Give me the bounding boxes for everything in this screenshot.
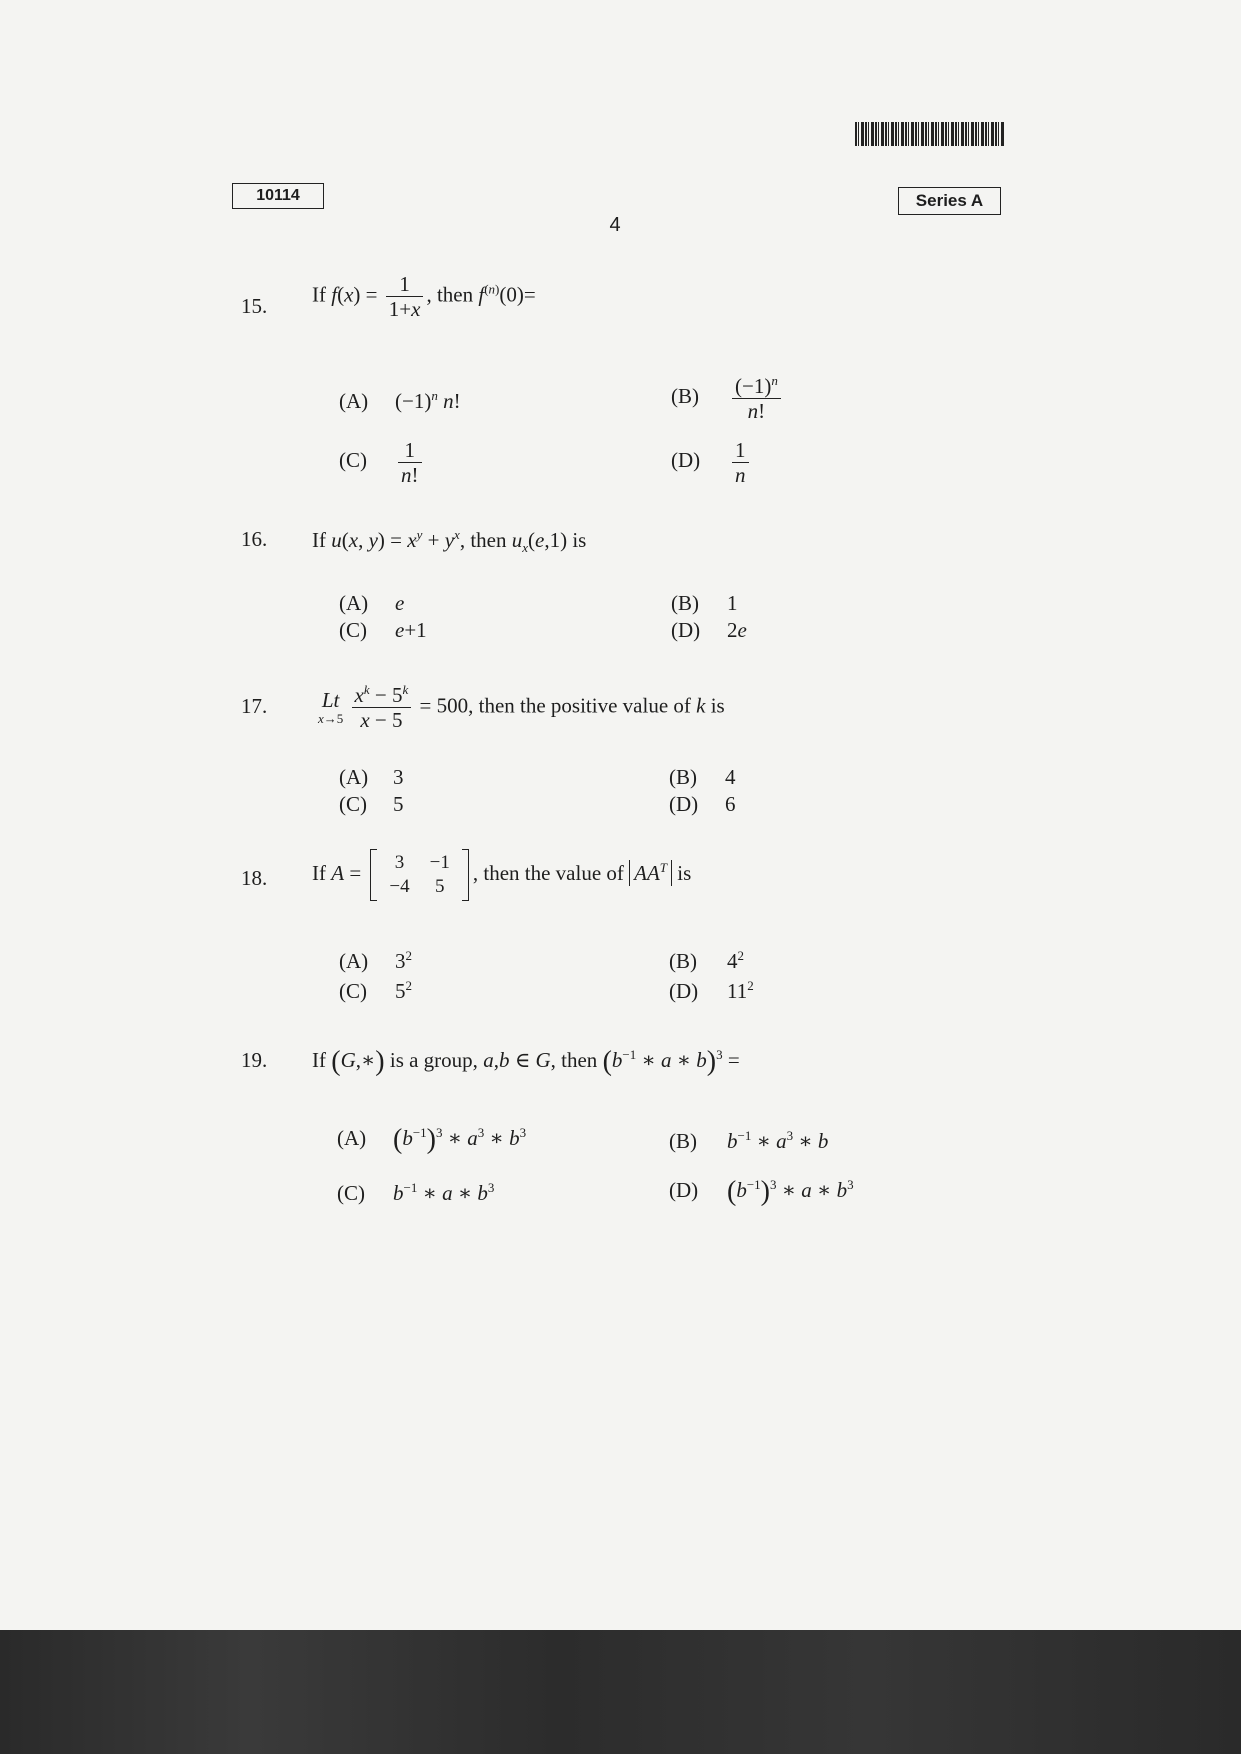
option-16-a[interactable]: (A) e: [339, 591, 405, 615]
question-text: If u(x, $y) = x^y + y^x$, then $u_x(e,1)$ is: [312, 527, 587, 556]
question-text: Lt x→5 $\frac{x^k - 5^k}{x - 5}$ = 500, then the positive value of k is: [318, 682, 725, 733]
option-18-d[interactable]: (D) $11^2$: [669, 978, 754, 1003]
option-19-a[interactable]: (A) $(b^{-1})^3$ ∗ $a^3$ ∗ $b^3$: [337, 1124, 527, 1155]
option-16-b[interactable]: (B) 1: [671, 591, 738, 615]
option-16-d[interactable]: (D) 2e: [671, 618, 747, 642]
barcode: [855, 122, 1005, 146]
option-17-c[interactable]: (C) 5: [339, 792, 404, 816]
question-number: 18.: [241, 866, 268, 890]
option-19-c[interactable]: (C) $b^{-1}$ ∗ a ∗ $b^3$: [337, 1180, 495, 1205]
question-number: 17.: [241, 694, 268, 718]
option-19-b[interactable]: (B) $b^{-1}$ ∗ $a^3$ ∗ b: [669, 1128, 829, 1153]
option-17-b[interactable]: (B) 4: [669, 765, 736, 789]
question-text: If (G,∗) is a group, a,b ∈ G, then ($b^{-1}$ ∗ a ∗ b)$^3$ =: [312, 1046, 740, 1077]
option-17-a[interactable]: (A) 3: [339, 765, 404, 789]
series-box: Series A: [898, 187, 1001, 215]
option-15-d[interactable]: (D) $\frac{1}{n}$: [671, 438, 752, 487]
question-text: If f(x) = $\frac{1}{1+x}$ , then $f^{(n)}(0)=$: [312, 272, 536, 322]
option-18-a[interactable]: (A) $3^2$: [339, 948, 412, 973]
question-text: If A = 3 −1 −4 5 , then the value of $AA^T$ is: [312, 849, 691, 901]
option-15-a[interactable]: (A) $(-1)^n$ n!: [339, 388, 461, 413]
option-16-c[interactable]: (C) e+1: [339, 618, 427, 642]
paper-code-box: 10114: [232, 183, 324, 209]
option-15-c[interactable]: (C) $\frac{1}{n!}$: [339, 438, 425, 487]
scanner-background: [0, 1630, 1241, 1754]
matrix-a: 3 −1 −4 5: [370, 849, 468, 901]
page-number: 4: [609, 214, 621, 236]
option-17-d[interactable]: (D) 6: [669, 792, 736, 816]
question-number: 16.: [241, 527, 268, 551]
option-18-b[interactable]: (B) $4^2$: [669, 948, 744, 973]
question-number: 15.: [241, 294, 268, 318]
option-19-d[interactable]: (D) $(b^{-1})^3$ ∗ a ∗ $b^3$: [669, 1176, 854, 1207]
option-15-b[interactable]: (B) $\frac{(-1)^n}{n!}$: [671, 374, 784, 423]
question-number: 19.: [241, 1048, 268, 1072]
option-18-c[interactable]: (C) $5^2$: [339, 978, 412, 1003]
